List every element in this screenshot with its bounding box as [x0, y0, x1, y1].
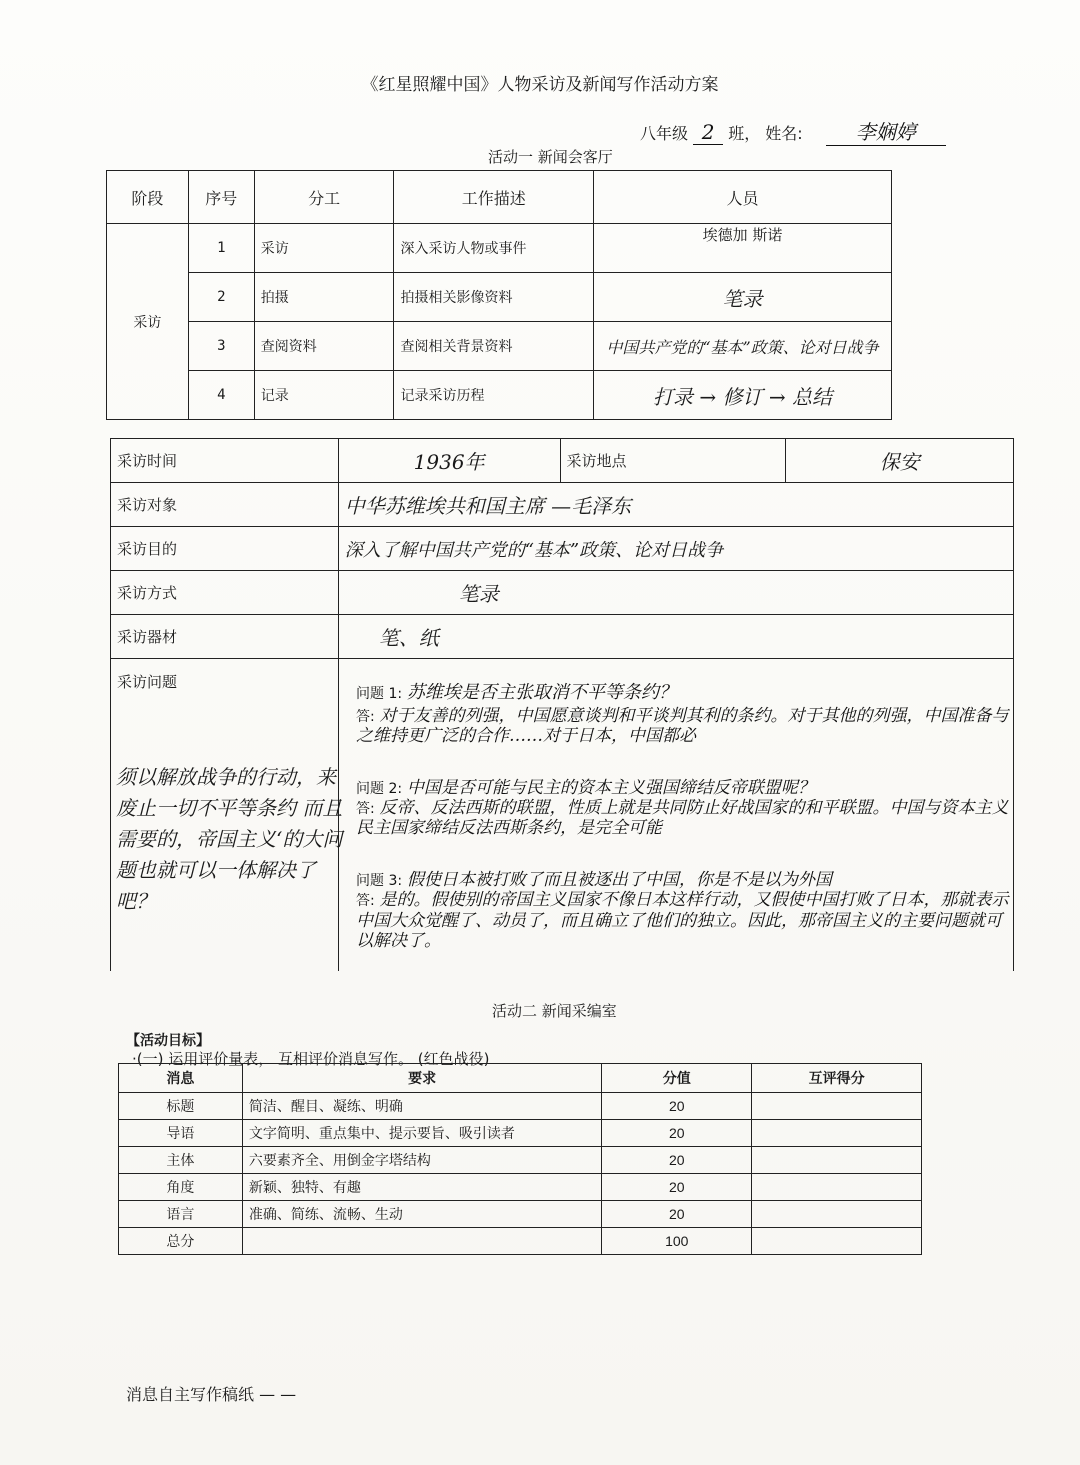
eval-score: 20 — [602, 1120, 752, 1147]
eval-requirement: 简洁、醒目、凝练、明确 — [242, 1093, 602, 1120]
purpose-label: 采访目的 — [111, 527, 339, 571]
method-label: 采访方式 — [111, 571, 339, 615]
table-row — [107, 224, 892, 273]
header-score: 分值 — [602, 1064, 752, 1093]
row-desc: 深入采访人物或事件 — [394, 224, 594, 273]
activity1-table — [106, 170, 892, 420]
eval-score: 20 — [602, 1201, 752, 1228]
place-label: 采访地点 — [560, 439, 786, 483]
answer-1: 对于友善的列强，中国愿意谈判和平谈判其利的条约。对于其他的列强，中国准备与之维持更广泛的合作……对于日本，中国都必 — [356, 705, 1009, 746]
equipment-label: 采访器材 — [111, 615, 339, 659]
header-stage: 阶段 — [107, 171, 189, 224]
row-no: 2 — [188, 273, 254, 322]
student-name: 李娴婷 — [826, 116, 946, 146]
row-task: 采访 — [254, 224, 394, 273]
grade-label: 八年级 — [640, 124, 689, 143]
row-person: 打录 → 修订 → 总结 — [594, 371, 892, 420]
answer-2: 反帝、反法西斯的联盟，性质上就是共同防止好战国家的和平联盟。中国与资本主义民主国家缔结反法西斯条约，是完全可能 — [356, 797, 1009, 839]
header-no: 序号 — [188, 171, 254, 224]
eval-requirement: 六要素齐全、用倒金字塔结构 — [242, 1147, 602, 1174]
evaluation-table — [118, 1063, 922, 1255]
document-title: 《红星照耀中国》人物采访及新闻写作活动方案 — [361, 75, 719, 95]
class-number: 2 — [693, 120, 723, 145]
eval-peer[interactable] — [752, 1120, 922, 1147]
eval-requirement: 准确、简练、流畅、生动 — [242, 1201, 602, 1228]
table-row — [111, 615, 1014, 659]
eval-peer[interactable] — [752, 1228, 922, 1255]
question-1: 苏维埃是否主张取消不平等条约？ — [406, 682, 677, 703]
margin-note: 须以解放战争的行动，来废止一切不平等条约 而且需要的，帝国主义‘的大问题也就可以一体解决了吧？ — [116, 765, 343, 913]
row-task: 查阅资料 — [254, 322, 394, 371]
row-person: 笔录 — [594, 273, 892, 322]
name-label: 班， 姓名: — [728, 124, 803, 143]
row-desc: 拍摄相关影像资料 — [394, 273, 594, 322]
table-row — [107, 371, 892, 420]
class-name-line — [640, 116, 946, 146]
table-row — [119, 1093, 922, 1120]
questions-label: 采访问题 — [111, 659, 339, 972]
eval-score: 100 — [602, 1228, 752, 1255]
question-2: 中国是否可能与民主的资本主义强国缔结反帝联盟呢？ — [406, 777, 815, 798]
time-label: 采访时间 — [111, 439, 339, 483]
eval-item: 角度 — [119, 1174, 243, 1201]
row-person: 中国共产党的“基本”政策、论对日战争 — [594, 322, 892, 371]
activity1-title: 活动一 新闻会客厅 — [488, 148, 613, 166]
table-row — [119, 1201, 922, 1228]
footer-text: 消息自主写作稿纸 — — — [126, 1385, 297, 1404]
eval-requirement: 新颖、独特、有趣 — [242, 1174, 602, 1201]
table-row — [107, 273, 892, 322]
header-peer-score: 互评得分 — [752, 1064, 922, 1093]
header-item: 消息 — [119, 1064, 243, 1093]
eval-requirement — [242, 1228, 602, 1255]
table-row — [119, 1174, 922, 1201]
eval-item: 语言 — [119, 1201, 243, 1228]
stage-cell: 采访 — [107, 224, 189, 420]
eval-peer[interactable] — [752, 1201, 922, 1228]
row-task: 拍摄 — [254, 273, 394, 322]
table-header-row — [119, 1064, 922, 1093]
question-1-label: 问题 1: — [356, 686, 403, 702]
method-value: 笔录 — [338, 571, 1013, 615]
eval-peer[interactable] — [752, 1174, 922, 1201]
table-row — [119, 1147, 922, 1174]
eval-score: 20 — [602, 1147, 752, 1174]
question-3: 假使日本被打败了而且被逐出了中国，你是不是以为外国 — [406, 869, 832, 890]
eval-peer[interactable] — [752, 1093, 922, 1120]
header-person: 人员 — [594, 171, 892, 224]
question-2-label: 问题 2: — [356, 780, 403, 797]
header-task: 分工 — [254, 171, 394, 224]
object-value: 中华苏维埃共和国主席 —毛泽东 — [338, 483, 1013, 527]
table-row — [107, 322, 892, 371]
place-value: 保安 — [786, 439, 1014, 483]
row-no: 3 — [188, 322, 254, 371]
row-desc: 记录采访历程 — [394, 371, 594, 420]
table-row — [111, 527, 1014, 571]
row-desc: 查阅相关背景资料 — [394, 322, 594, 371]
equipment-value: 笔、纸 — [338, 615, 1013, 659]
qa-block — [356, 682, 1016, 982]
answer-3: 是的。假使别的帝国主义国家不像日本这样行动，又假使中国打败了日本，那就表示中国大众觉醒了、动员了，而且确立了他们的独立。因此，那帝国主义的主要问题就可以解决了。 — [356, 890, 1009, 952]
eval-item: 总分 — [119, 1228, 243, 1255]
table-row — [111, 439, 1014, 483]
answer-3-label: 答: — [356, 893, 375, 910]
object-label: 采访对象 — [111, 483, 339, 527]
purpose-value: 深入了解中国共产党的“基本”政策、论对日战争 — [338, 527, 1013, 571]
answer-1-label: 答: — [356, 708, 375, 725]
time-value: 1936年 — [338, 439, 560, 483]
eval-item: 主体 — [119, 1147, 243, 1174]
header-requirement: 要求 — [242, 1064, 602, 1093]
row-no: 1 — [188, 224, 254, 273]
row-person: 埃德加 斯诺 — [594, 224, 892, 273]
table-row — [111, 571, 1014, 615]
table-row — [111, 483, 1014, 527]
eval-item: 标题 — [119, 1093, 243, 1120]
eval-item: 导语 — [119, 1120, 243, 1147]
eval-score: 20 — [602, 1174, 752, 1201]
goal-heading: 【活动目标】 — [126, 1033, 210, 1049]
eval-requirement: 文字简明、重点集中、提示要旨、吸引读者 — [242, 1120, 602, 1147]
row-no: 4 — [188, 371, 254, 420]
eval-score: 20 — [602, 1093, 752, 1120]
row-task: 记录 — [254, 371, 394, 420]
table-header-row — [107, 171, 892, 224]
header-desc: 工作描述 — [394, 171, 594, 224]
activity2-title: 活动二 新闻采编室 — [492, 1002, 617, 1020]
question-3-label: 问题 3: — [356, 872, 403, 889]
table-row — [119, 1228, 922, 1255]
table-row — [119, 1120, 922, 1147]
eval-peer[interactable] — [752, 1147, 922, 1174]
answer-2-label: 答: — [356, 800, 375, 817]
goal-line: ·(一) 运用评价量表， 互相评价消息写作。 (红色战役) — [132, 1050, 490, 1068]
